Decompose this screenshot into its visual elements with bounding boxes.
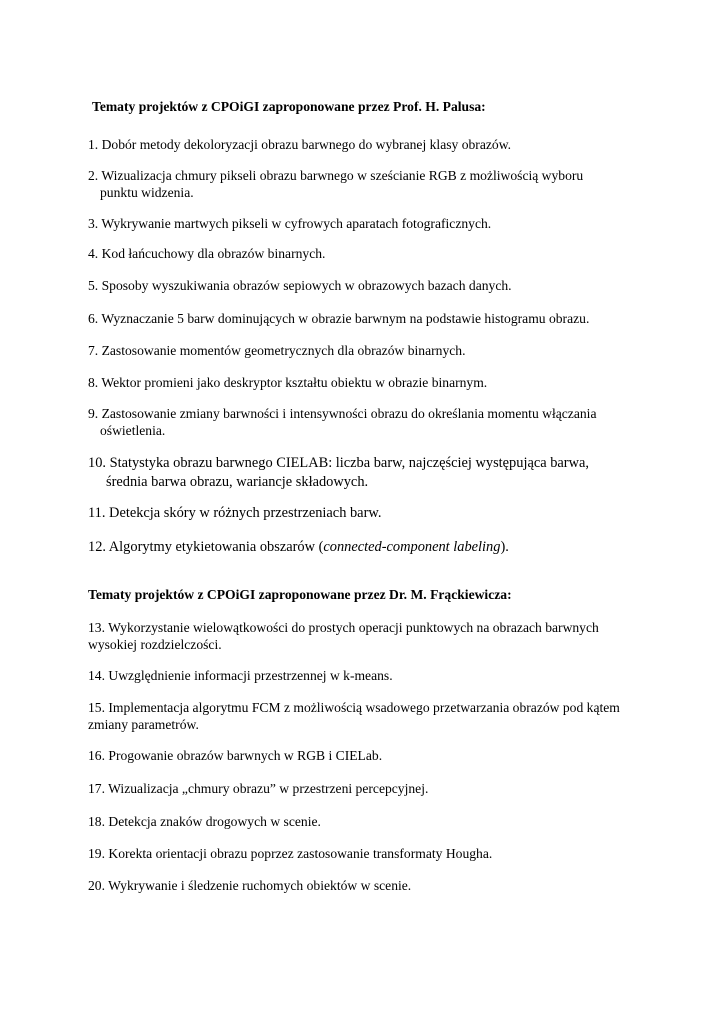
list-item-3-line-1: 3. Wykrywanie martwych pikseli w cyfrowych aparatach fotograficznych. <box>88 216 492 231</box>
section-1-heading: Tematy projektów z CPOiGI zaproponowane przez Prof. H. Palusa: <box>92 99 486 114</box>
list-item-11 <box>88 504 381 523</box>
list-item-9-line-1: 9. Zastosowanie zmiany barwności i intensywności obrazu do określania momentu włączania <box>88 406 597 421</box>
list-item-17-line-1: 17. Wizualizacja „chmury obrazu” w przestrzeni percepcyjnej. <box>88 781 429 796</box>
list-item-20 <box>88 877 411 894</box>
list-item-15-line-2: zmiany parametrów. <box>88 717 199 732</box>
list-item-7 <box>88 342 466 359</box>
list-item-19-line-1: 19. Korekta orientacji obrazu poprzez zastosowanie transformaty Hougha. <box>88 846 493 861</box>
list-item-13-line-1: 13. Wykorzystanie wielowątkowości do prostych operacji punktowych na obrazach barwnych <box>88 620 599 635</box>
list-item-14 <box>88 667 393 684</box>
list-item-18-line-1: 18. Detekcja znaków drogowych w scenie. <box>88 814 321 829</box>
list-item-13-line-2: wysokiej rozdzielczości. <box>88 637 222 652</box>
list-item-18 <box>88 813 321 830</box>
section-2-heading: Tematy projektów z CPOiGI zaproponowane przez Dr. M. Frąckiewicza: <box>88 587 512 602</box>
list-item-2-line-2: punktu widzenia. <box>100 185 194 200</box>
list-item-2-line-1: 2. Wizualizacja chmury pikseli obrazu barwnego w sześcianie RGB z możliwością wyboru <box>88 168 584 183</box>
list-item-6 <box>88 310 589 327</box>
list-item-6-line-1: 6. Wyznaczanie 5 barw dominujących w obrazie barwnym na podstawie histogramu obrazu. <box>88 311 590 326</box>
list-item-1 <box>88 136 511 153</box>
list-item-9-line-2: oświetlenia. <box>100 423 166 438</box>
list-item-12-italic-term: connected-component labeling <box>323 539 501 555</box>
list-item-12 <box>88 538 509 557</box>
list-item-11-line-1: 11. Detekcja skóry w różnych przestrzeniach barw. <box>88 505 382 521</box>
list-item-19 <box>88 845 492 862</box>
list-item-10-line-2: średnia barwa obrazu, wariancje składowych. <box>106 474 369 490</box>
list-item-5 <box>88 277 512 294</box>
list-item-20-line-1: 20. Wykrywanie i śledzenie ruchomych obiektów w scenie. <box>88 878 412 893</box>
list-item-10 <box>88 454 589 492</box>
list-item-5-line-1: 5. Sposoby wyszukiwania obrazów sepiowych w obrazowych bazach danych. <box>88 278 512 293</box>
list-item-1-line-1: 1. Dobór metody dekoloryzacji obrazu barwnego do wybranej klasy obrazów. <box>88 137 512 152</box>
list-item-8 <box>88 374 487 391</box>
list-item-4 <box>88 245 325 262</box>
list-item-15 <box>88 699 620 733</box>
list-item-8-line-1: 8. Wektor promieni jako deskryptor kształtu obiektu w obrazie binarnym. <box>88 375 488 390</box>
list-item-16 <box>88 747 382 764</box>
list-item-15-line-1: 15. Implementacja algorytmu FCM z możliwością wsadowego przetwarzania obrazów pod kątem <box>88 700 620 715</box>
list-item-3 <box>88 215 491 232</box>
list-item-2 <box>88 167 583 201</box>
list-item-14-line-1: 14. Uwzględnienie informacji przestrzennej w k-means. <box>88 668 393 683</box>
list-item-7-line-1: 7. Zastosowanie momentów geometrycznych dla obrazów binarnych. <box>88 343 466 358</box>
list-item-13 <box>88 619 599 653</box>
list-item-17 <box>88 780 428 797</box>
list-item-12-prefix: 12. Algorytmy etykietowania obszarów ( <box>88 539 324 555</box>
list-item-12-suffix: ). <box>500 539 509 555</box>
list-item-9 <box>88 405 597 439</box>
list-item-16-line-1: 16. Progowanie obrazów barwnych w RGB i CIELab. <box>88 748 383 763</box>
list-item-4-line-1: 4. Kod łańcuchowy dla obrazów binarnych. <box>88 246 326 261</box>
list-item-10-line-1: 10. Statystyka obrazu barwnego CIELAB: liczba barw, najczęściej występująca barwa, <box>88 455 589 471</box>
